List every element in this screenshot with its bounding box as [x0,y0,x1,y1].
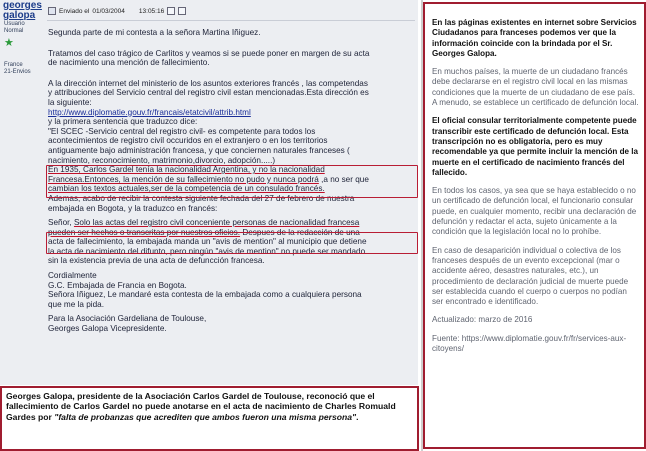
post-line: "El SCEC -Servicio central del registro civil- es competente para todos los [48,126,316,136]
post-header-divider [47,20,415,21]
panel-paragraph-2-emphasis: permite incluir la mención de la muerte en el certificado de nacimiento francés del fallecido. [432,147,639,177]
panel-updated-date: Actualizado: marzo de 2016 [432,315,533,325]
post-line: la acta de nacimiento del difunto, pero ningún "avis de mention" no puede ser mandado [48,246,366,256]
panel-paragraph: En muchos países, la muerte de un ciudadano francés debe declararse en el registro civil local en las mismas condiciones que la muerte de un ciudadano de ese país. A menudo, se establece un certificado de defunción local. [432,67,639,108]
post-line-highlighted: Solo las actas del registro civil conceniente personas de nacionalidad francesa [73,218,360,228]
post-line: Despues de la redacción de una [240,227,360,237]
panel-paragraph: En caso de desaparición individual o colectiva de los franceses después de un evento excepcional (mar o accidente aéreo, desastres naturales, etc.), un procedimiento de declaración judicial de muerte puede ser establecida cuando el cuerpo o cuerpos no podían ser encontrado e identificado. [432,245,629,307]
post-date: 01/03/2004 [92,7,125,15]
post-time: 13:05:16 [138,7,165,15]
caption-end: . [356,411,359,422]
post-line: Georges Galopa Vicepresidente. [48,324,167,334]
post-line: acta de fallecimiento, la embajada manda un "avis de mention" al municipio que detiene [48,237,367,247]
post-line-highlighted: cambian los textos actuales,ser de la competencia de un consulado francés. [48,184,325,194]
panel-heading: En las páginas existentes en internet sobre Servicios Ciudadanos para franceses podemos ver que la información coincide con la brindada por el Sr. Georges Galopa. [432,18,637,58]
info-panel [421,0,646,451]
post-line: acontecimientos de registro civil occuridos en el extranjero o en los territorios [48,136,328,146]
user-role: Usuario Normal [4,21,25,34]
post-document-icon [48,7,56,15]
post-line: Señor, [48,218,74,228]
post-header [48,5,186,17]
post-line-highlighted: Francesa.Entonces, la mención de su fallecimiento no pudo y nunca podrá [48,174,319,184]
panel-source: Fuente: https://www.diplomatie.gouv.fr/fr/services-aux-citoyens/ [432,333,627,354]
post-line-highlighted: pueden ser hechos o transcritas por nuestros oficios. [48,227,241,237]
edit-icon[interactable] [178,7,186,15]
post-line-highlighted: En 1935, Carlos Gardel tenía la nacionalidad Argentina, y no la nacionalidad [48,165,325,175]
post-line: Cordialmente [48,271,97,281]
username-link[interactable]: georges galopa [3,0,42,21]
post-line: de nacimiento una mención de fallecimiento. [48,58,210,68]
caption-box [0,386,419,451]
rank-star-icon: ★ [4,37,14,49]
post-line: Segunda parte de mi contesta a la señora Martina Iñiguez. [48,28,261,37]
post-body [48,28,418,334]
post-line: Para la Asociación Gardeliana de Toulouse, [48,314,207,324]
post-line: A la dirección internet del ministerio de los asuntos exteriores francés , las competendas [48,78,368,88]
panel-paragraph: En todos los casos, ya sea que se haya establecido o no un certificado de defunción local, el funcionario consular puede, en cualquier momento, recibir una declaración de defunción y redactar el acta, sujeto únicamente a la condición que la legislación local no lo prohíbe. [432,186,637,237]
post-line: y attribuciones del Servicio central del registro civil estan mencionadas.Esta dirección es [48,88,369,98]
post-line: que me la pida. [48,299,104,309]
post-line: sin la existencia previa de una acta de defuncción francesa. [48,256,265,266]
panel-paragraph-2-text: El oficial consular territorialmente competente puede transcribir este certificado de defunción local. Esta transcripción no es obligatoria, pero es muy recomendable ya que [432,116,637,157]
post-line: y la primera sentencia que traduzco dice: [48,117,198,127]
sent-label: Enviado el [59,7,90,15]
user-country: France [4,62,23,68]
quote-icon[interactable] [167,7,175,15]
post-line: Ademas, acabo de recibir la contesta siguiente fechada del 27 de febrero de nuestra [48,193,355,203]
info-panel-content [432,18,640,354]
post-line: la siguiente: [48,97,92,107]
post-line: Tratamos del caso trágico de Carlitos y veamos si se puede poner en margen de su acta [48,48,370,58]
post-line: ,a no ser que [318,174,369,184]
user-post-count: 21-Envios [4,69,31,75]
caption-quote: "falta de probanzas que acrediten que ambos fueron una misma persona" [54,411,357,422]
user-info-column [0,0,44,385]
panel-paragraph-2 [432,116,640,178]
post-line: G.C. Embajada de Francia en Bogota. [48,280,187,290]
caption-main: Georges Galopa, presidente de la Asociación Carlos Gardel de Toulouse, reconoció que el fallecimiento de Carlos Gardel no puede anotarse en el acta de nacimiento de Charles Romuald Gardes por [6,391,396,422]
diplomatie-link[interactable]: http://www.diplomatie.gouv.fr/francais/etatcivil/attrib.html [48,107,251,117]
post-line: embajada en Bogota, y la traduzco en francés: [48,203,218,213]
caption-text [6,391,416,422]
post-line: Señora Iñiguez, Le mandaré esta contesta de la embajada como a cualquiera persona [48,290,362,300]
post-line: antiguamente bajo administración francesa, y que conciernen naturales franceses ( [48,145,350,155]
post-line: nacimiento, reconocimiento, matrimonio,divorcio, adopción.....) [48,155,276,165]
